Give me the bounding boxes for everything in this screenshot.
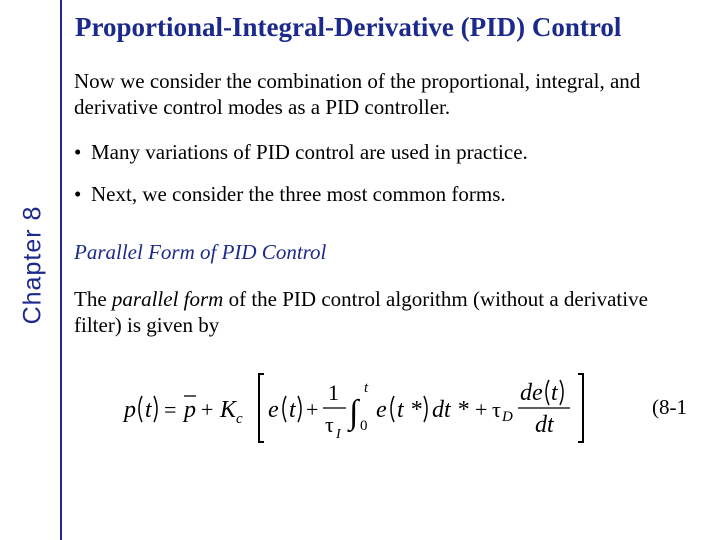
eq-t: t (145, 397, 152, 423)
eq-paren-right (298, 396, 301, 422)
sidebar-divider (60, 0, 62, 540)
eq-e: e (268, 397, 279, 423)
eq-bracket-left (259, 374, 264, 442)
chapter-label: Chapter 8 (18, 205, 47, 325)
eq-de: de (520, 380, 543, 406)
eq-plus: + (475, 397, 488, 422)
slide-title: Proportional-Integral-Derivative (PID) Control (75, 12, 622, 42)
paragraph-emphasis: parallel form (111, 287, 224, 311)
eq-paren-left (139, 396, 142, 422)
eq-tau-sub: I (336, 427, 341, 442)
eq-tau-d-sub: D (502, 409, 513, 425)
sidebar (0, 0, 60, 540)
eq-integral-upper: t (364, 380, 369, 396)
eq-integral-lower: 0 (360, 418, 368, 434)
intro-paragraph: Now we consider the combination of the proportional, integral, and derivative control modes as a PID controller. (74, 69, 641, 119)
eq-paren-left (283, 396, 286, 422)
section-subheading: Parallel Form of PID Control (74, 240, 327, 264)
bullet-icon: • (74, 140, 82, 164)
eq-e: e (376, 397, 387, 423)
bullet-item (74, 182, 506, 207)
eq-bracket-right (578, 374, 583, 442)
paragraph-text-before: The (74, 287, 112, 311)
eq-paren-left (391, 396, 394, 422)
eq-p: p (124, 397, 136, 423)
bullet-text: Next, we consider the three most common forms. (91, 182, 506, 206)
bullet-item (74, 140, 528, 165)
equation-number: (8-1 (652, 395, 687, 419)
eq-integral: ∫ (349, 394, 359, 431)
eq-dtstar: dt * (432, 397, 469, 423)
eq-t: t (551, 380, 558, 406)
eq-paren-right (560, 380, 563, 405)
eq-tstar: t * (397, 397, 422, 423)
eq-pbar: p (184, 397, 196, 423)
eq-paren-right (154, 396, 157, 422)
eq-one: 1 (328, 380, 339, 405)
eq-plus: + (306, 397, 319, 422)
eq-dt: dt (535, 412, 554, 438)
eq-tau-d: τ (492, 397, 501, 422)
eq-t: t (289, 397, 296, 423)
description-paragraph (74, 286, 694, 338)
bullet-icon: • (74, 182, 82, 206)
eq-plus: + (201, 397, 214, 422)
eq-paren-left (546, 380, 549, 405)
paragraph-text-after: of the PID control algorithm (without a derivative filter) is given by (74, 287, 648, 337)
eq-paren-right (424, 396, 427, 422)
pid-equation (120, 368, 590, 446)
eq-equals: = (164, 397, 177, 422)
eq-K-sub: c (236, 411, 243, 427)
bullet-text: Many variations of PID control are used in practice. (91, 140, 528, 164)
eq-K: K (220, 397, 237, 423)
eq-tau: τ (325, 412, 334, 437)
